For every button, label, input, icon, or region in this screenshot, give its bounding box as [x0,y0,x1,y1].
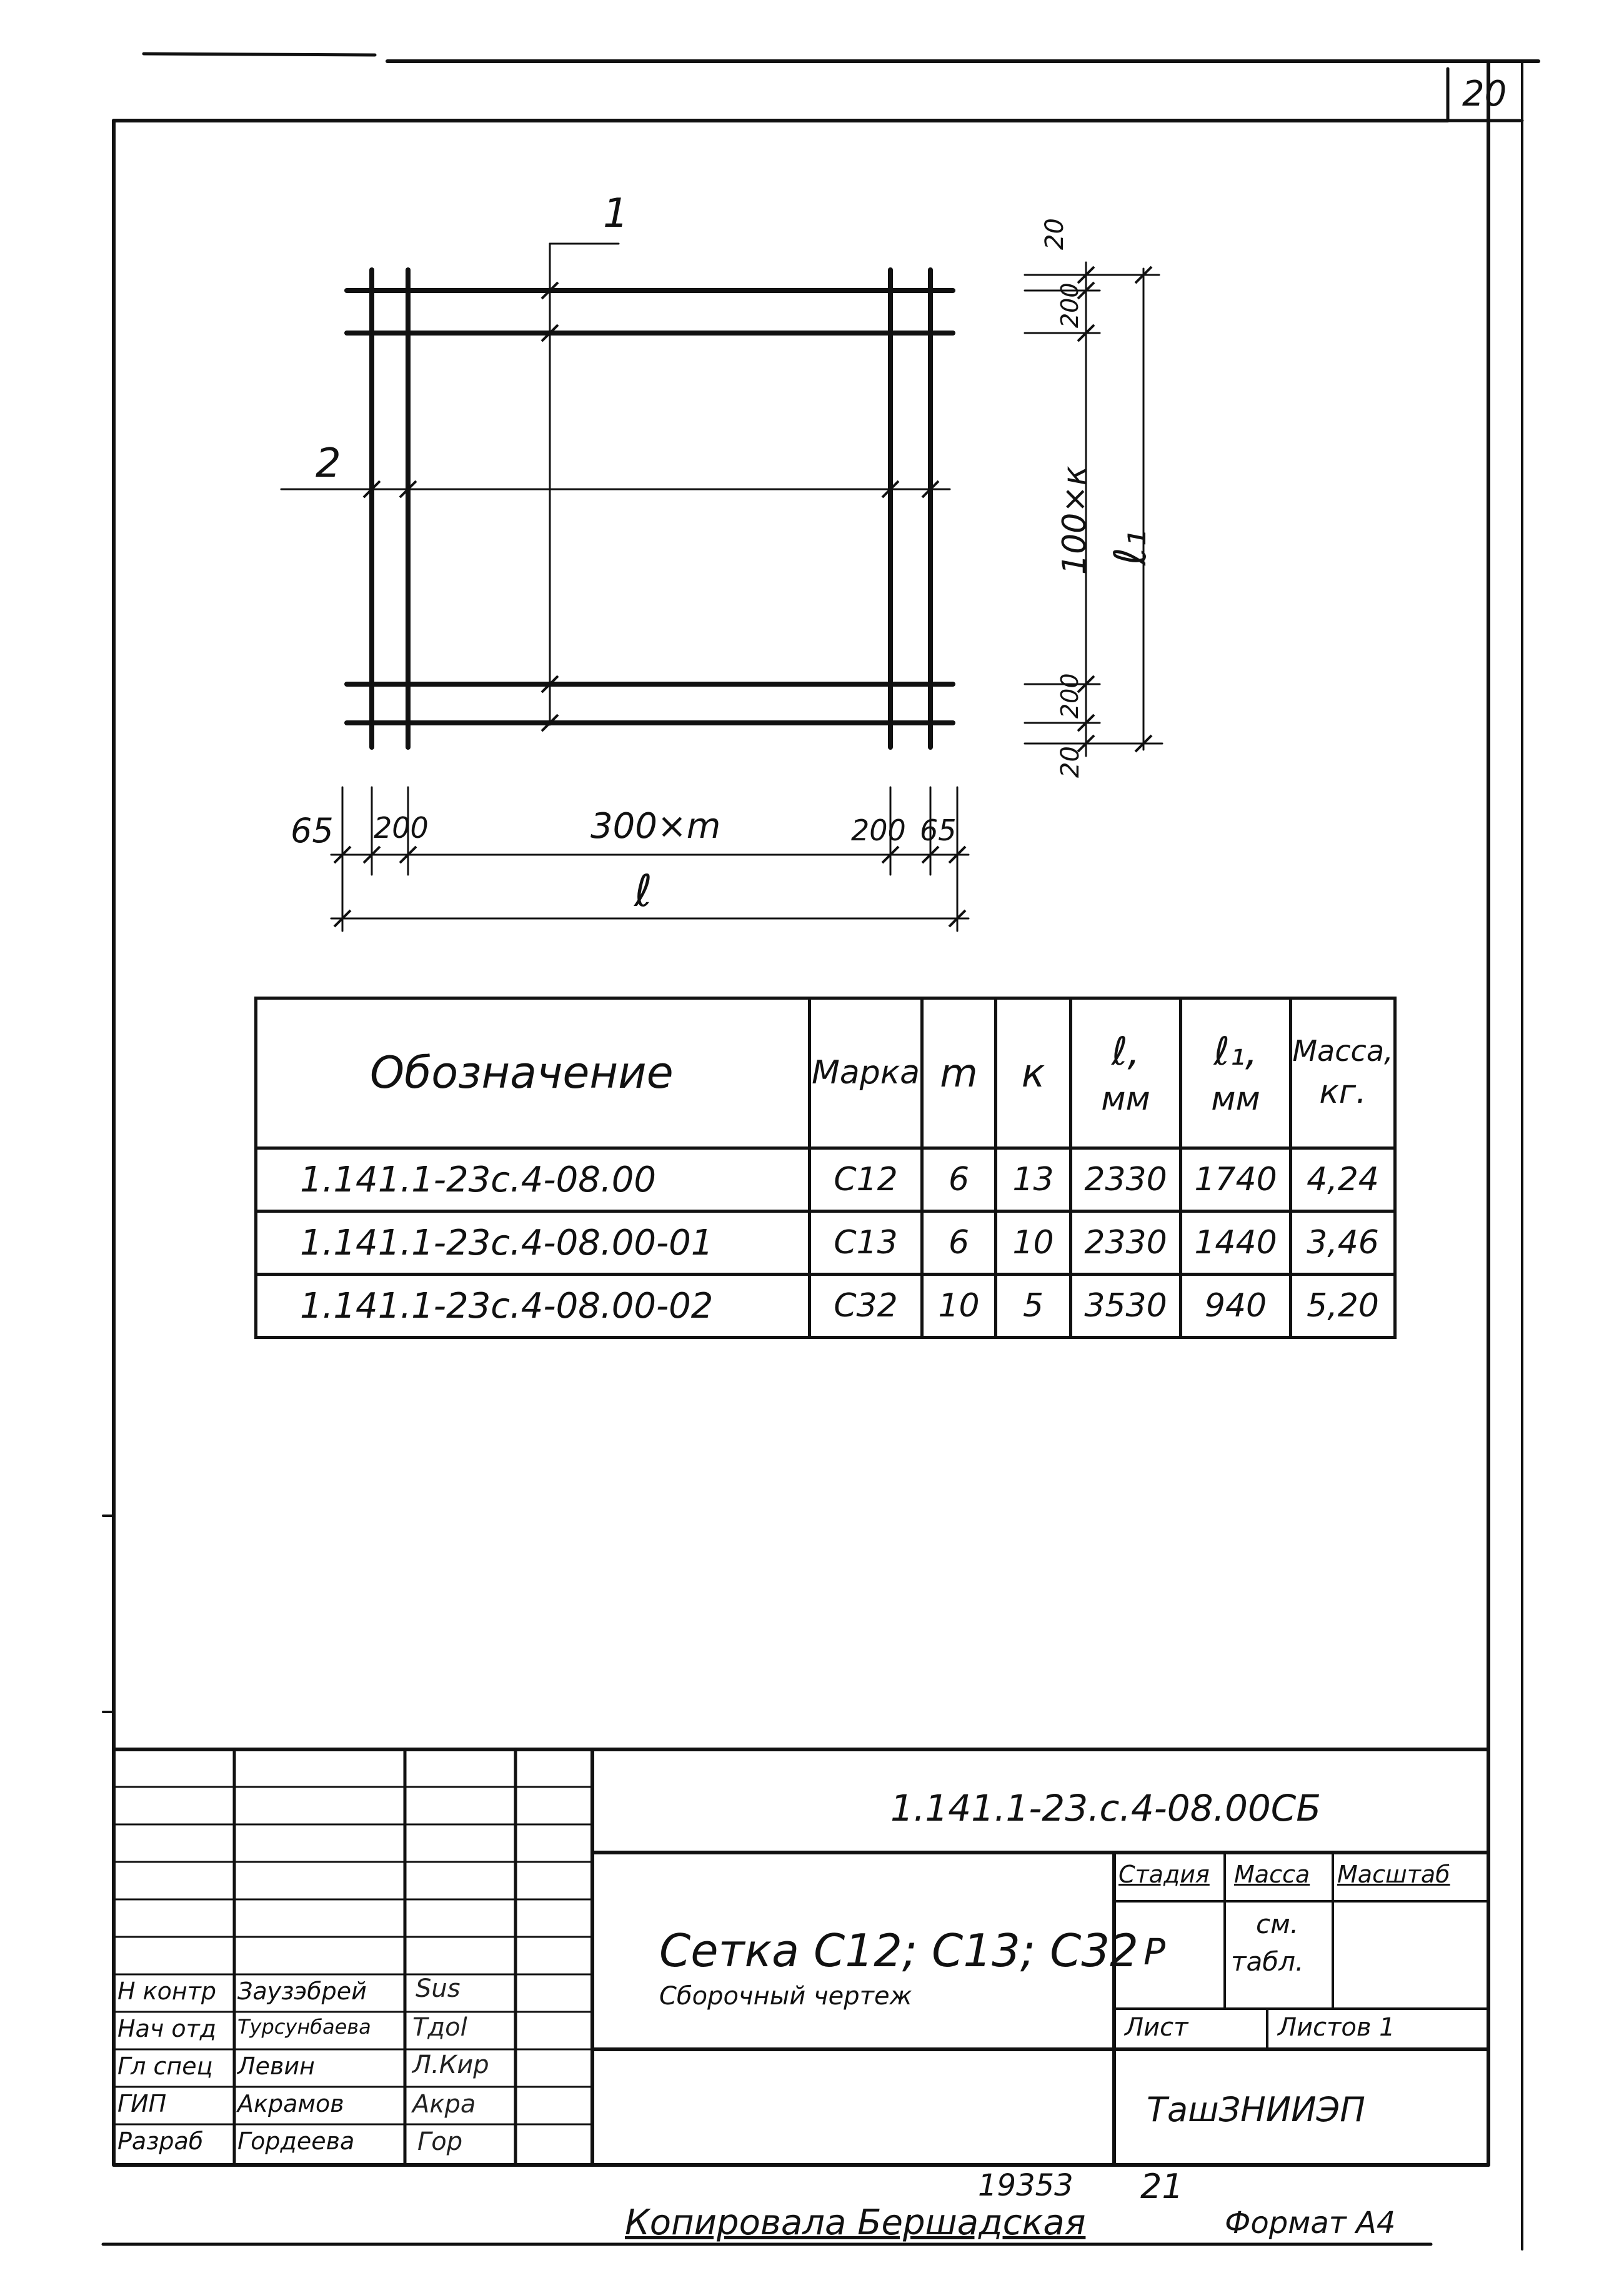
signature: Л.Кир [412,2051,489,2079]
row-designation: 1.141.1-23с.4-08.00 [256,1148,810,1211]
row-m: 6 [922,1148,996,1211]
mass-value-2: табл. [1231,1946,1304,1977]
header-mass-unit: кг. [1319,1073,1367,1112]
header-k: к [996,998,1071,1148]
sheet-number: 20 [1462,74,1507,114]
row-k: 5 [996,1275,1071,1338]
dim-right-margin: 65 [920,813,957,847]
header-mass-label: Масса, [1292,1034,1393,1068]
name-n-kontr: Заузэбрей [237,1977,367,2005]
doc-code: 1.141.1-23.с.4-08.00СБ [890,1787,1322,1829]
spec-table [254,997,1397,1339]
row-l: 2330 [1071,1211,1181,1275]
scale-label: Масштаб [1337,1861,1450,1888]
role-gl-spec: Гл спец [117,2052,213,2080]
header-l-symbol: ℓ, [1111,1028,1140,1074]
row-l1: 1440 [1181,1211,1291,1275]
row-mass: 4,24 [1291,1148,1395,1211]
header-l1-unit: мм [1211,1080,1260,1118]
row-mark: С12 [810,1148,922,1211]
dim-left-margin: 65 [291,811,334,850]
sheets-label: Листов 1 [1278,2013,1395,2042]
name-gip: Акрамов [237,2090,344,2117]
row-l: 3530 [1071,1275,1181,1338]
signature: Акра [412,2090,476,2119]
signature: Sus [416,1974,461,2003]
row-m: 10 [922,1275,996,1338]
dim-bottom-bay: 200 [1056,673,1083,719]
table-row [256,1275,1395,1338]
callout-1: 1 [603,191,629,237]
dim-left-bay: 200 [374,811,429,845]
header-l [1071,998,1181,1148]
row-l1: 940 [1181,1275,1291,1338]
header-m: m [922,998,996,1148]
role-n-kontr: Н контр [117,1977,216,2005]
row-mass: 3,46 [1291,1211,1395,1275]
drawing-subtitle: Сборочный чертеж [659,1982,912,2011]
dim-middle-k: 100×к [1056,465,1093,575]
mass-label: Масса [1234,1861,1310,1888]
row-mass: 5,20 [1291,1275,1395,1338]
stage-value: Р [1143,1931,1165,1973]
role-razrab: Разраб [117,2127,204,2155]
inventory-number: 19353 [978,2168,1074,2203]
dim-overall-l: ℓ [634,865,652,917]
row-designation: 1.141.1-23с.4-08.00-02 [256,1275,810,1338]
row-mark: С13 [810,1211,922,1275]
row-designation: 1.141.1-23с.4-08.00-01 [256,1211,810,1275]
page-number: 21 [1140,2167,1183,2206]
dim-right-bay: 200 [851,813,906,847]
header-l1 [1181,998,1291,1148]
row-l1: 1740 [1181,1148,1291,1211]
callout-2: 2 [316,440,341,487]
sheet-label: Лист [1125,2013,1188,2042]
dim-top-margin: 20 [1040,218,1069,250]
signature: Гор [417,2127,463,2156]
drawing-title: Сетка С12; С13; С32 [659,1924,1138,1977]
name-razrab: Гордеева [237,2127,355,2155]
row-m: 6 [922,1211,996,1275]
header-l-unit: мм [1101,1080,1150,1118]
name-nach-otd: Турсунбаева [237,2015,371,2039]
dim-bottom-margin: 20 [1056,746,1085,778]
row-k: 10 [996,1211,1071,1275]
spec-header-row [256,998,1395,1148]
top-edge-stub [144,54,375,55]
table-row [256,1211,1395,1275]
format-label: Формат А4 [1225,2206,1396,2241]
dim-middle-x: 300×m [590,806,721,847]
signature: Tдol [412,2013,467,2042]
row-k: 13 [996,1148,1071,1211]
table-row [256,1148,1395,1211]
stage-label: Стадия [1118,1861,1210,1888]
dim-overall-l1: ℓ₁ [1105,530,1156,565]
row-mark: С32 [810,1275,922,1338]
mass-value-1: см. [1256,1909,1299,1939]
header-mark: Марка [810,998,922,1148]
role-nach-otd: Нач отд [117,2015,217,2042]
row-l: 2330 [1071,1148,1181,1211]
dim-top-bay: 200 [1056,282,1083,328]
name-gl-spec: Левин [237,2052,315,2080]
copied-by: Копировала Бершадская [625,2202,1086,2243]
role-gip: ГИП [117,2090,167,2117]
header-l1-symbol: ℓ₁, [1213,1028,1258,1074]
header-mass [1291,998,1395,1148]
organization: ТашЗНИИЭП [1147,2090,1365,2129]
header-designation: Обозначение [256,998,810,1148]
